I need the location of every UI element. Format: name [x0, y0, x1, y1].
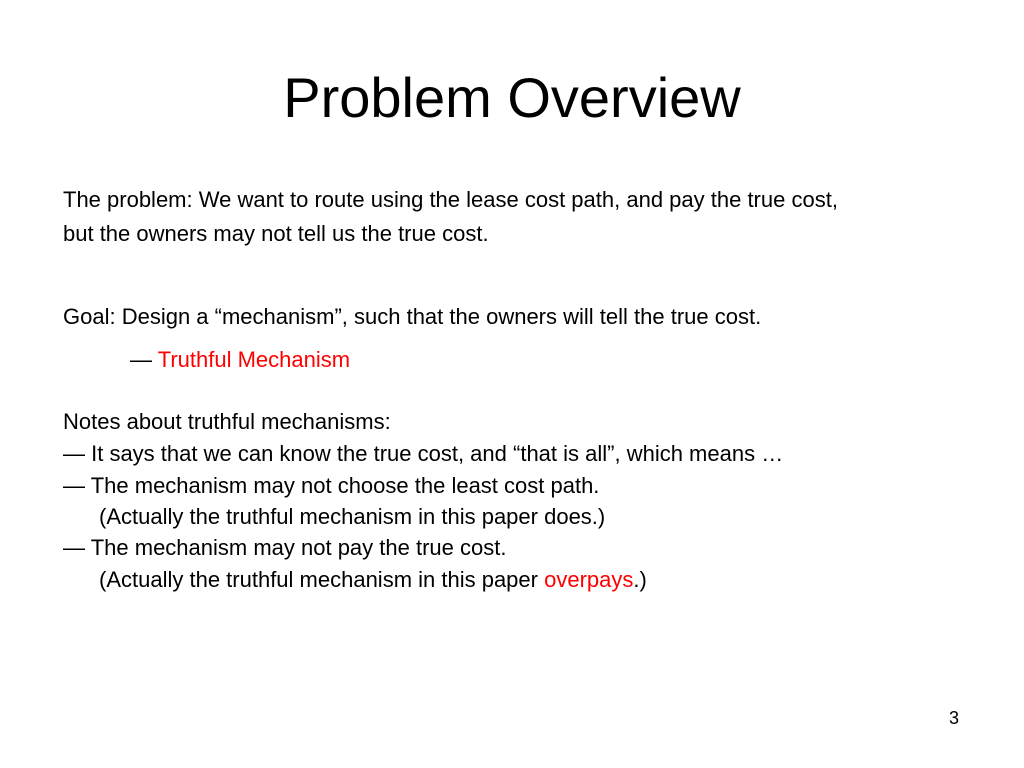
problem-statement-line-1: The problem: We want to route using the lease cost path, and pay the true cost,: [63, 187, 838, 212]
goal-statement: Goal: Design a “mechanism”, such that the owners will tell the true cost.: [63, 304, 762, 329]
truthful-mechanism-line: [130, 346, 350, 374]
note-2: — The mechanism may not choose the least cost path.: [63, 473, 600, 498]
problem-statement-line-2: but the owners may not tell us the true cost.: [63, 221, 489, 246]
overpays-highlight: overpays: [544, 567, 634, 592]
notes-heading: Notes about truthful mechanisms:: [63, 409, 391, 434]
note-1: — It says that we can know the true cost, and “that is all”, which means …: [63, 441, 784, 466]
slide-title: Problem Overview: [283, 66, 741, 129]
note-3-sub-suffix: .): [633, 567, 647, 592]
truthful-dash: —: [130, 347, 158, 372]
note-3: — The mechanism may not pay the true cost.: [63, 535, 507, 560]
truthful-mechanism-label: Truthful Mechanism: [157, 347, 351, 372]
note-3-sub: [99, 566, 647, 594]
note-2-sub: (Actually the truthful mechanism in this paper does.): [99, 504, 606, 529]
page-number: 3: [949, 708, 960, 728]
note-3-sub-prefix: (Actually the truthful mechanism in this paper: [99, 567, 545, 592]
